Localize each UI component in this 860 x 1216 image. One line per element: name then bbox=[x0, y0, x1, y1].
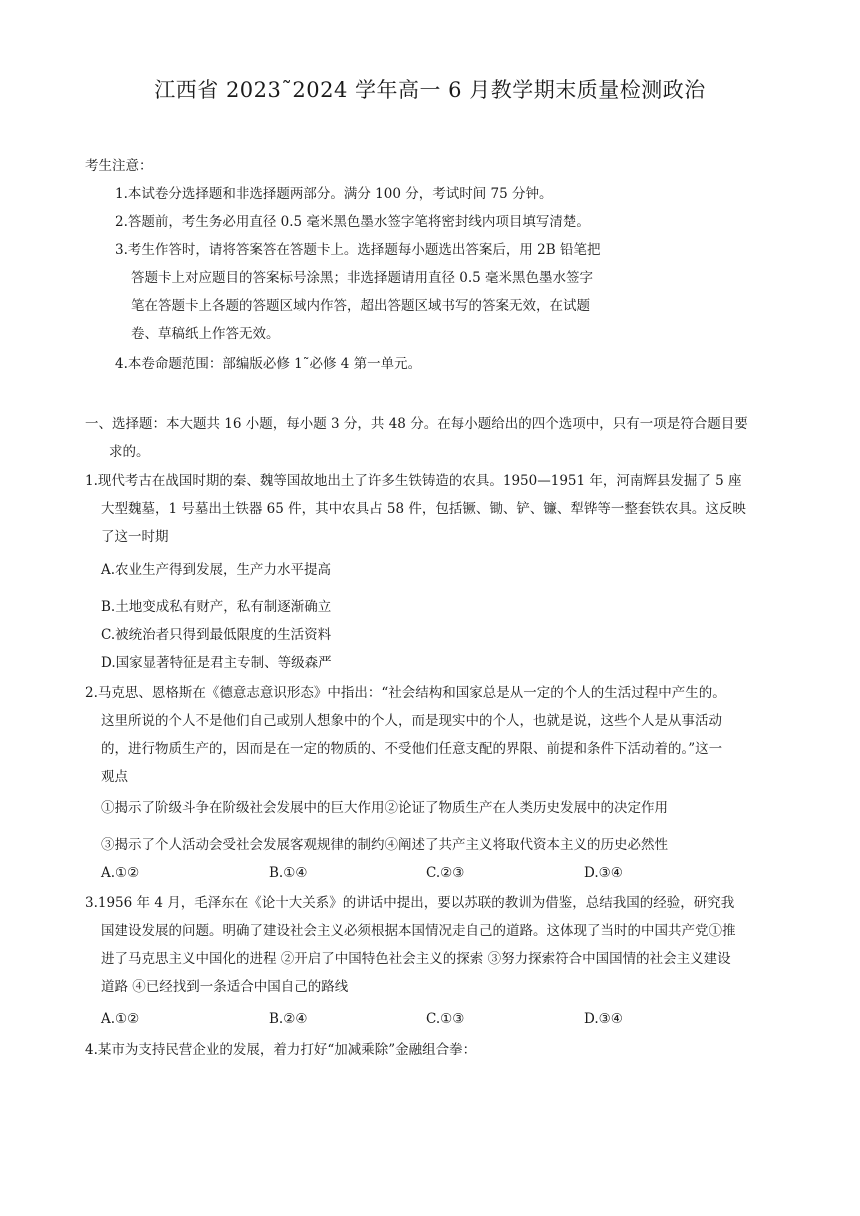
question-2-option-b: B.①④ bbox=[269, 865, 308, 881]
question-3-text: 进了马克思主义中国化的进程 ②开启了中国特色社会主义的探索 ③努力探索符合中国国情的社会主义建设 bbox=[101, 951, 731, 967]
question-1-option-c: C.被统治者只得到最低限度的生活资料 bbox=[101, 627, 332, 643]
notice-item: 2.答题前，考生务必用直径 0.5 毫米黑色墨水签字笔将密封线内项目填写清楚。 bbox=[115, 214, 590, 230]
question-2-statements: ③揭示了个人活动会受社会发展客观规律的制约④阐述了共产主义将取代资本主义的历史必然性 bbox=[101, 837, 668, 853]
notice-item: 卷、草稿纸上作答无效。 bbox=[131, 326, 280, 342]
question-2-text: 观点 bbox=[101, 769, 128, 785]
question-2-text: 这里所说的个人不是他们自己或别人想象中的个人，而是现实中的个人，也就是说，这些个人是从事活动 bbox=[101, 713, 722, 729]
question-1-option-b: B.土地变成私有财产，私有制逐渐确立 bbox=[101, 599, 332, 615]
notice-item: 1.本试卷分选择题和非选择题两部分。满分 100 分，考试时间 75 分钟。 bbox=[115, 186, 553, 202]
question-3-text: 道路 ④已经找到一条适合中国自己的路线 bbox=[101, 979, 349, 995]
section-heading-cont: 求的。 bbox=[109, 444, 150, 460]
question-3-option-d: D.③④ bbox=[584, 1011, 623, 1027]
question-3-option-a: A.①② bbox=[101, 1011, 140, 1027]
question-2-options bbox=[0, 863, 860, 883]
notice-item: 笔在答题卡上各题的答题区域内作答，超出答题区域书写的答案无效，在试题 bbox=[131, 298, 590, 314]
question-1-text: 大型魏墓，1 号墓出土铁器 65 件，其中农具占 58 件，包括镢、锄、铲、镰、犁铧等一整套铁农具。这反映 bbox=[101, 501, 746, 517]
notice-heading: 考生注意： bbox=[85, 158, 153, 174]
question-2-option-d: D.③④ bbox=[584, 865, 623, 881]
question-2-statements: ①揭示了阶级斗争在阶级社会发展中的巨大作用②论证了物质生产在人类历史发展中的决定作用 bbox=[101, 800, 668, 816]
notice-item: 3.考生作答时，请将答案答在答题卡上。选择题每小题选出答案后，用 2B 铅笔把 bbox=[115, 242, 601, 258]
question-3-options bbox=[0, 1009, 860, 1029]
notice-item: 4.本卷命题范围：部编版必修 1˜必修 4 第一单元。 bbox=[115, 356, 422, 372]
question-3-text: 国建设发展的问题。明确了建设社会主义必须根据本国情况走自己的道路。这体现了当时的中国共产党①推 bbox=[101, 923, 736, 939]
question-3-option-b: B.②④ bbox=[269, 1011, 308, 1027]
section-heading: 一、选择题：本大题共 16 小题，每小题 3 分，共 48 分。在每小题给出的四个选项中，只有一项是符合题目要 bbox=[85, 416, 748, 432]
notice-item: 答题卡上对应题目的答案标号涂黑；非选择题请用直径 0.5 毫米黑色墨水签字 bbox=[131, 270, 594, 286]
question-3-text: 3.1956 年 4 月，毛泽东在《论十大关系》的讲话中提出，要以苏联的教训为借鉴，总结我国的经验，研究我 bbox=[85, 895, 735, 911]
question-1-option-a: A.农业生产得到发展，生产力水平提高 bbox=[101, 562, 332, 578]
question-4-text: 4.某市为支持民营企业的发展，着力打好“加减乘除”金融组合拳： bbox=[85, 1042, 477, 1058]
question-2-option-c: C.②③ bbox=[426, 865, 465, 881]
question-1-text: 1.现代考古在战国时期的秦、魏等国故地出土了许多生铁铸造的农具。1950—1951 年，河南辉县发掘了 5 座 bbox=[85, 473, 742, 489]
question-1-text: 了这一时期 bbox=[101, 529, 169, 545]
question-2-option-a: A.①② bbox=[101, 865, 140, 881]
question-3-option-c: C.①③ bbox=[426, 1011, 465, 1027]
question-1-option-d: D.国家显著特征是君主专制、等级森严 bbox=[101, 655, 332, 671]
page-title: 江西省 2023˜2024 学年高一 6 月教学期末质量检测政治 bbox=[154, 78, 706, 102]
question-2-text: 2.马克思、恩格斯在《德意志意识形态》中指出：“社会结构和国家总是从一定的个人的生活过程中产生的。 bbox=[85, 685, 726, 701]
question-2-text: 的，进行物质生产的，因而是在一定的物质的、不受他们任意支配的界限、前提和条件下活动着的。”这一 bbox=[101, 741, 723, 757]
